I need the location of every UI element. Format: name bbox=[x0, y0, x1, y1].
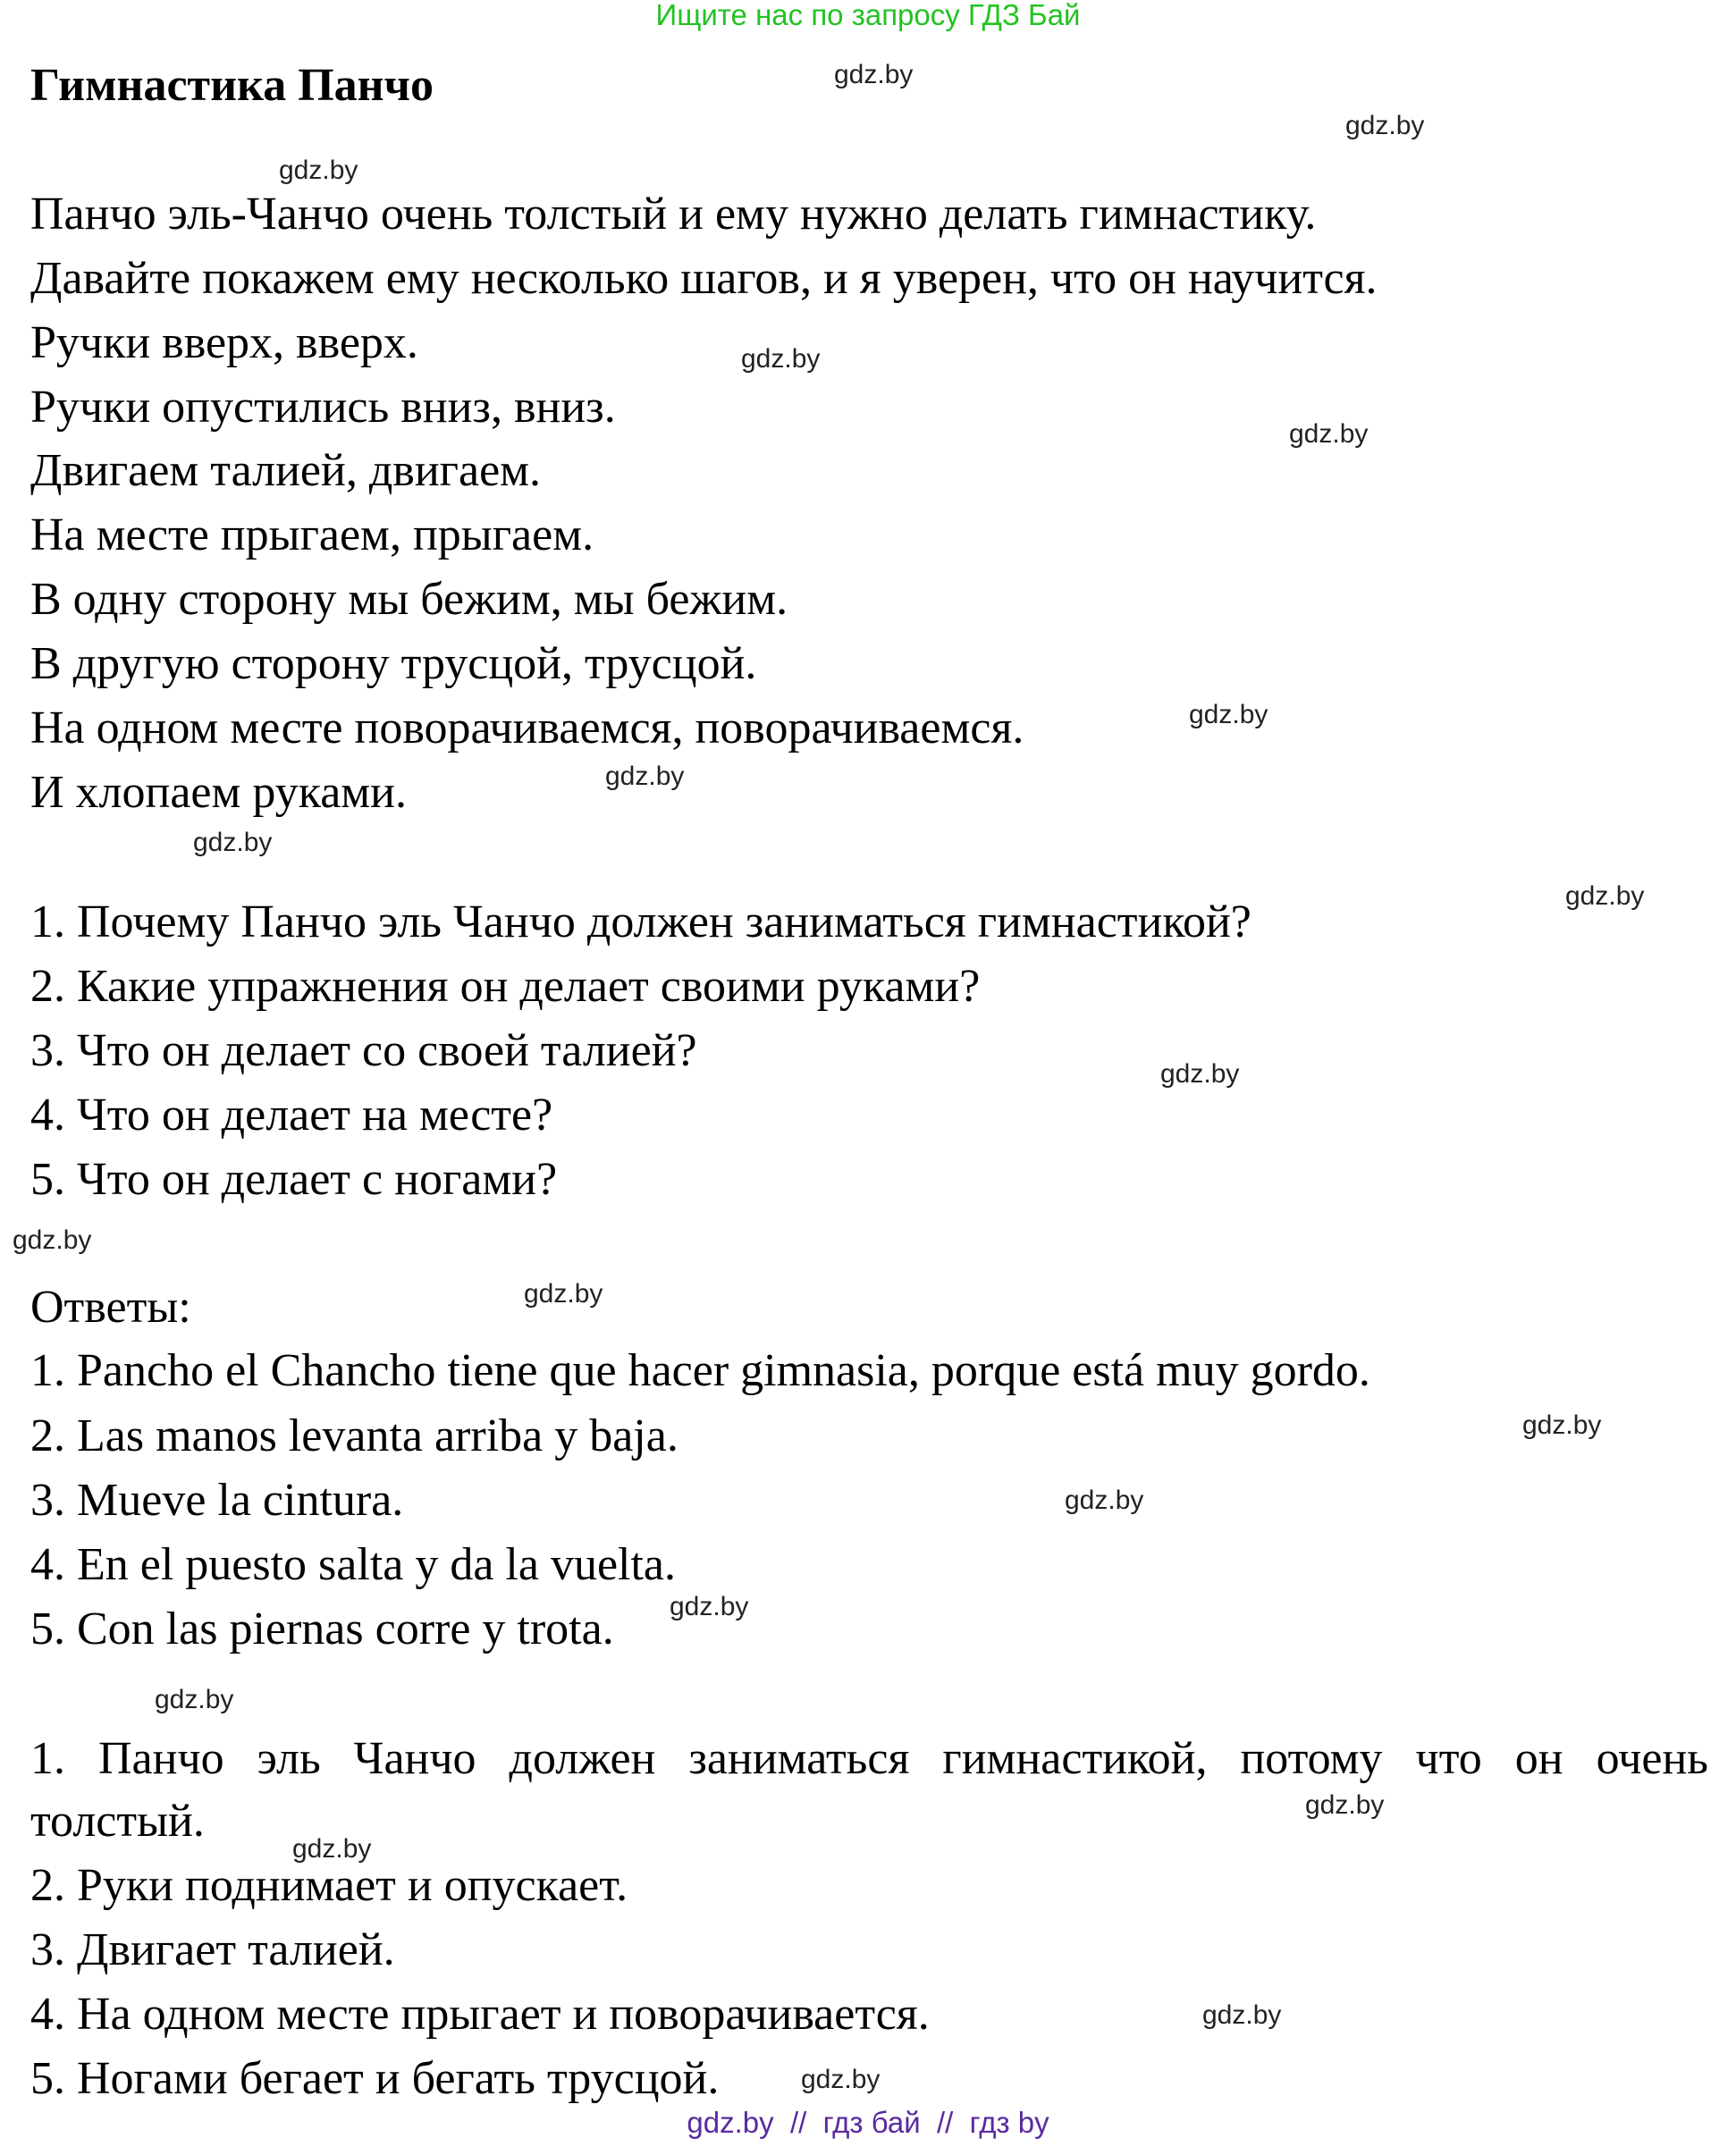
question: 1. Почему Панчо эль Чанчо должен заниматься гимнастикой? bbox=[30, 897, 1251, 947]
watermark: gdz.by bbox=[605, 762, 685, 791]
watermark: gdz.by bbox=[834, 60, 914, 89]
page-title: Гимнастика Панчо bbox=[30, 60, 434, 111]
watermark: gdz.by bbox=[670, 1592, 749, 1621]
watermark: gdz.by bbox=[1305, 1790, 1385, 1820]
poem-line: В одну сторону мы бежим, мы бежим. bbox=[30, 574, 788, 625]
watermark: gdz.by bbox=[1202, 2000, 1282, 2030]
answer-es: 5. Con las piernas corre y trota. bbox=[30, 1604, 614, 1654]
poem-line: Панчо эль-Чанчо очень толстый и ему нужно делать гимнастику. bbox=[30, 189, 1317, 240]
watermark: gdz.by bbox=[292, 1834, 372, 1864]
watermark: gdz.by bbox=[1065, 1486, 1144, 1515]
watermark: gdz.by bbox=[155, 1685, 234, 1714]
poem-line: На месте прыгаем, прыгаем. bbox=[30, 509, 594, 560]
poem-line: Двигаем талией, двигаем. bbox=[30, 445, 542, 496]
poem-line: На одном месте поворачиваемся, поворачиваемся. bbox=[30, 703, 1024, 753]
question: 4. Что он делает на месте? bbox=[30, 1090, 553, 1141]
answer-ru: 4. На одном месте прыгает и поворачивается. bbox=[30, 1989, 930, 2040]
watermark: gdz.by bbox=[524, 1279, 603, 1309]
watermark: gdz.by bbox=[193, 828, 273, 857]
watermark: gdz.by bbox=[1522, 1410, 1602, 1440]
watermark: gdz.by bbox=[741, 344, 821, 374]
watermark: gdz.by bbox=[1189, 700, 1268, 729]
header-banner: Ищите нас по запросу ГДЗ Бай bbox=[655, 0, 1081, 31]
watermark: gdz.by bbox=[1565, 881, 1645, 911]
watermark: gdz.by bbox=[1160, 1059, 1240, 1089]
watermark: gdz.by bbox=[1289, 419, 1369, 449]
answer-es: 1. Pancho el Chancho tiene que hacer gimnasia, porque está muy gordo. bbox=[30, 1345, 1370, 1396]
question: 2. Какие упражнения он делает своими руками? bbox=[30, 961, 981, 1012]
question: 3. Что он делает со своей талией? bbox=[30, 1025, 697, 1076]
answer-ru: 1. Панчо эль Чанчо должен заниматься гимнастикой, потому что он очень bbox=[30, 1733, 1708, 1784]
answer-ru: 5. Ногами бегает и бегать трусцой. bbox=[30, 2053, 720, 2104]
answer-ru: 2. Руки поднимает и опускает. bbox=[30, 1860, 628, 1911]
watermark: gdz.by bbox=[279, 156, 358, 185]
answer-es: 2. Las manos levanta arriba y baja. bbox=[30, 1410, 678, 1461]
watermark: gdz.by bbox=[801, 2065, 881, 2094]
watermark: gdz.by bbox=[1345, 111, 1425, 140]
poem-line: В другую сторону трусцой, трусцой. bbox=[30, 638, 757, 689]
answer-ru: толстый. bbox=[30, 1796, 205, 1847]
poem-line: Ручки вверх, вверх. bbox=[30, 317, 418, 368]
poem-line: Ручки опустились вниз, вниз. bbox=[30, 382, 616, 433]
answer-ru: 3. Двигает талией. bbox=[30, 1924, 395, 1975]
poem-line: И хлопаем руками. bbox=[30, 767, 408, 818]
watermark: gdz.by bbox=[13, 1225, 92, 1255]
answers-heading: Ответы: bbox=[30, 1282, 191, 1333]
poem-line: Давайте покажем ему несколько шагов, и я уверен, что он научится. bbox=[30, 253, 1378, 304]
footer-banner: gdz.by // гдз бай // гдз by bbox=[687, 2106, 1049, 2139]
answer-es: 3. Mueve la cintura. bbox=[30, 1475, 404, 1526]
question: 5. Что он делает с ногами? bbox=[30, 1154, 558, 1205]
answer-es: 4. En el puesto salta y da la vuelta. bbox=[30, 1539, 677, 1590]
